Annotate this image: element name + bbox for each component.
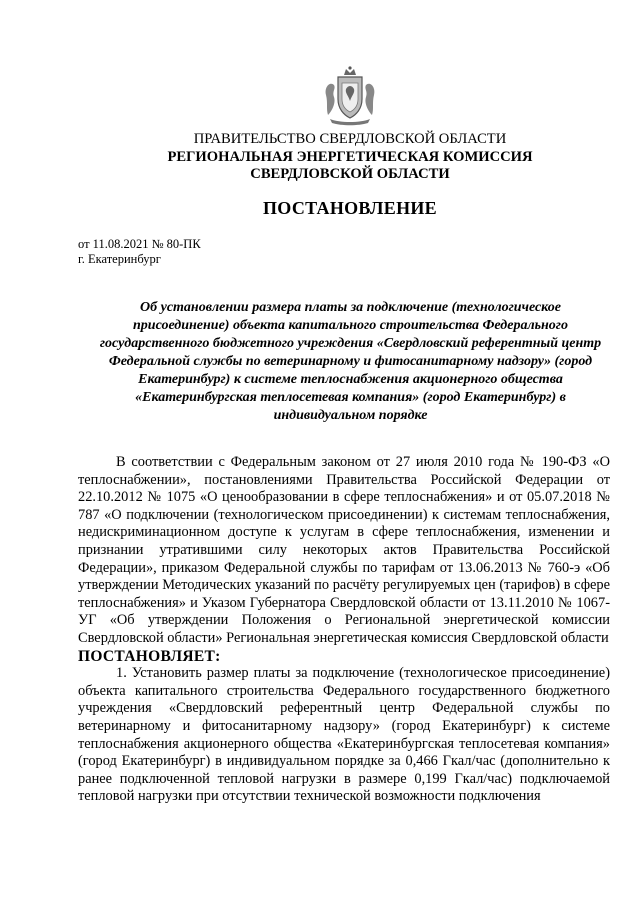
preamble-paragraph: В соответствии с Федеральным законом от 27 июля 2010 года № 190-ФЗ «О теплоснабжении», постановлениями Правительства Российской Федерации от 22.10.2012 № 1075 «О ценообразовании в сфере теплоснабжения» и от 05.07.2018 № 787 «О подключении (технологическом присоединении) к системам теплоснабжения, недискриминационном доступе к услугам в сфере теплоснабжения, изменении и признании утратившими силу некоторых актов Правительства Российской Федерации», приказом Федеральной службы по тарифам от 13.06.2013 № 760-э «Об утверждении Методических указаний по расчёту регулируемых цен (тарифов) в сфере теплоснабжения» и Указом Губернатора Свердловской области от 13.11.2010 № 1067-УГ «Об утверждении Положения о Региональной энергетической комиссии Свердловской области» Региональная энергетическая комиссия Свердловской области	[78, 454, 610, 646]
document-city: г. Екатеринбург	[78, 252, 161, 266]
document-date-number: от 11.08.2021 № 80-ПК	[78, 237, 201, 251]
document-title: ПОСТАНОВЛЕНИЕ	[263, 198, 437, 218]
document-body	[78, 454, 610, 806]
commission-name-line1: РЕГИОНАЛЬНАЯ ЭНЕРГЕТИЧЕСКАЯ КОМИССИЯ	[167, 149, 533, 165]
coat-of-arms-emblem	[318, 65, 382, 129]
government-name: ПРАВИТЕЛЬСТВО СВЕРДЛОВСКОЙ ОБЛАСТИ	[193, 131, 507, 147]
resolve-heading: ПОСТАНОВЛЯЕТ:	[78, 647, 221, 665]
commission-name-line2: СВЕРДЛОВСКОЙ ОБЛАСТИ	[250, 166, 450, 182]
document-subject: Об установлении размера платы за подключение (технологическое присоединение) объекта капитального строительства Федерального государственного бюджетного учреждения «Свердловский референтный центр Федеральной службы по ветеринарному и фитосанитарному надзору» (город Екатеринбург) к системе теплоснабжения акционерного общества «Екатеринбургская теплосетевая компания» (город Екатеринбург) в индивидуальном порядке	[99, 300, 602, 423]
item-1-paragraph: 1. Установить размер платы за подключение (технологическое присоединение) объекта капитального строительства Федерального государственного бюджетного учреждения «Свердловский референтный центр Федеральной службы по ветеринарному и фитосанитарному надзору» (город Екатеринбург) к системе теплоснабжения акционерного общества «Екатеринбургская теплосетевая компания» (город Екатеринбург) в индивидуальном порядке за 0,466 Гкал/час (дополнительно к ранее подключенной тепловой нагрузки в размере 0,199 Гкал/час) подключаемой тепловой нагрузки при отсутствии технической возможности подключения	[78, 665, 610, 805]
